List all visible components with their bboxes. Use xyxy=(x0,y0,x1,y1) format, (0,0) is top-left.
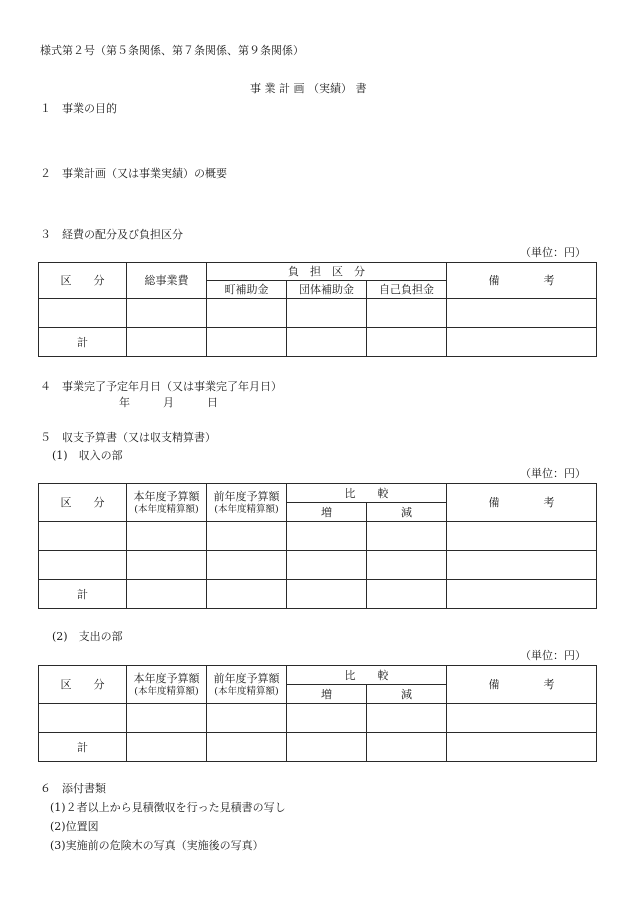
attachment-item: (2)位置図 xyxy=(50,820,99,833)
cell[interactable] xyxy=(447,580,597,609)
cell[interactable] xyxy=(367,551,447,580)
income-table xyxy=(38,483,597,609)
cell[interactable] xyxy=(447,299,597,328)
cell[interactable] xyxy=(127,522,207,551)
header-comparison: 比 較 xyxy=(287,666,447,685)
cell[interactable] xyxy=(287,704,367,733)
total-label: 計 xyxy=(39,580,127,609)
table-row xyxy=(39,704,597,733)
header-remarks: 備 考 xyxy=(447,484,597,522)
table-row xyxy=(39,299,597,328)
cell[interactable] xyxy=(207,704,287,733)
cell[interactable] xyxy=(367,328,447,357)
attachment-item: (1)２者以上から見積徴収を行った見積書の写し xyxy=(50,801,286,814)
cell[interactable] xyxy=(447,551,597,580)
cell[interactable] xyxy=(447,733,597,762)
section-6-heading: ６ 添付書類 xyxy=(40,782,106,795)
total-label: 計 xyxy=(39,733,127,762)
table-row xyxy=(39,551,597,580)
cell[interactable] xyxy=(39,522,127,551)
header-kubun: 区 分 xyxy=(39,666,127,704)
cell[interactable] xyxy=(287,299,367,328)
cell[interactable] xyxy=(127,551,207,580)
header-previous-budget xyxy=(207,666,287,704)
header-decrease: 減 xyxy=(367,503,447,522)
cell[interactable] xyxy=(127,299,207,328)
cell[interactable] xyxy=(207,328,287,357)
current-settlement-label: (本年度精算額) xyxy=(134,685,199,697)
cell[interactable] xyxy=(207,733,287,762)
cell[interactable] xyxy=(127,704,207,733)
header-increase: 増 xyxy=(287,685,367,704)
section-2-heading: ２ 事業計画（又は事業実績）の概要 xyxy=(40,167,227,180)
cell[interactable] xyxy=(207,580,287,609)
cell[interactable] xyxy=(287,733,367,762)
cell[interactable] xyxy=(367,733,447,762)
section-3-heading: ３ 経費の配分及び負担区分 xyxy=(40,228,183,241)
header-comparison: 比 較 xyxy=(287,484,447,503)
attachment-item: (3)実施前の危険木の写真（実施後の写真） xyxy=(50,839,264,852)
unit-label-expense: （単位：円） xyxy=(520,649,586,662)
header-increase: 増 xyxy=(287,503,367,522)
current-budget-label: 本年度予算額 xyxy=(133,489,200,503)
unit-label-budget: （単位：円） xyxy=(520,246,586,259)
income-subheading: (1) 収入の部 xyxy=(52,449,123,462)
cell[interactable] xyxy=(127,328,207,357)
table-row xyxy=(39,522,597,551)
cell[interactable] xyxy=(127,580,207,609)
form-number: 様式第２号（第５条関係、第７条関係、第９条関係） xyxy=(40,44,304,57)
completion-date: 年 月 日 xyxy=(119,396,218,409)
header-decrease: 減 xyxy=(367,685,447,704)
previous-budget-label: 前年度予算額 xyxy=(213,671,280,685)
previous-settlement-label: (本年度精算額) xyxy=(214,685,279,697)
section-1-heading: １ 事業の目的 xyxy=(40,102,117,115)
expense-table xyxy=(38,665,597,762)
budget-allocation-table xyxy=(38,262,597,357)
cell[interactable] xyxy=(447,328,597,357)
cell[interactable] xyxy=(39,704,127,733)
header-total-cost: 総事業費 xyxy=(127,263,207,299)
total-row xyxy=(39,733,597,762)
current-budget-label: 本年度予算額 xyxy=(133,671,200,685)
cell[interactable] xyxy=(287,551,367,580)
document-title: 事 業 計 画 （実績） 書 xyxy=(250,82,367,95)
header-self-burden: 自己負担金 xyxy=(367,281,447,299)
current-settlement-label: (本年度精算額) xyxy=(134,503,199,515)
cell[interactable] xyxy=(207,299,287,328)
cell[interactable] xyxy=(207,522,287,551)
cell[interactable] xyxy=(287,580,367,609)
header-kubun: 区 分 xyxy=(39,263,127,299)
total-label: 計 xyxy=(39,328,127,357)
header-town-subsidy: 町補助金 xyxy=(207,281,287,299)
unit-label-income: （単位：円） xyxy=(520,467,586,480)
expense-subheading: (2) 支出の部 xyxy=(52,630,123,643)
previous-budget-label: 前年度予算額 xyxy=(213,489,280,503)
cell[interactable] xyxy=(447,522,597,551)
header-kubun: 区 分 xyxy=(39,484,127,522)
cell[interactable] xyxy=(207,551,287,580)
section-5-heading: ５ 収支予算書（又は収支精算書） xyxy=(40,431,216,444)
cell[interactable] xyxy=(367,704,447,733)
cell[interactable] xyxy=(287,522,367,551)
header-remarks: 備 考 xyxy=(447,263,597,299)
cell[interactable] xyxy=(127,733,207,762)
cell[interactable] xyxy=(367,299,447,328)
header-current-budget xyxy=(127,666,207,704)
cell[interactable] xyxy=(39,299,127,328)
cell[interactable] xyxy=(447,704,597,733)
previous-settlement-label: (本年度精算額) xyxy=(214,503,279,515)
header-current-budget xyxy=(127,484,207,522)
total-row xyxy=(39,580,597,609)
header-group-subsidy: 団体補助金 xyxy=(287,281,367,299)
cell[interactable] xyxy=(367,580,447,609)
cell[interactable] xyxy=(367,522,447,551)
total-row xyxy=(39,328,597,357)
header-remarks: 備 考 xyxy=(447,666,597,704)
header-previous-budget xyxy=(207,484,287,522)
cell[interactable] xyxy=(287,328,367,357)
section-4-heading: ４ 事業完了予定年月日（又は事業完了年月日） xyxy=(40,380,282,393)
header-burden-division: 負 担 区 分 xyxy=(207,263,447,281)
cell[interactable] xyxy=(39,551,127,580)
